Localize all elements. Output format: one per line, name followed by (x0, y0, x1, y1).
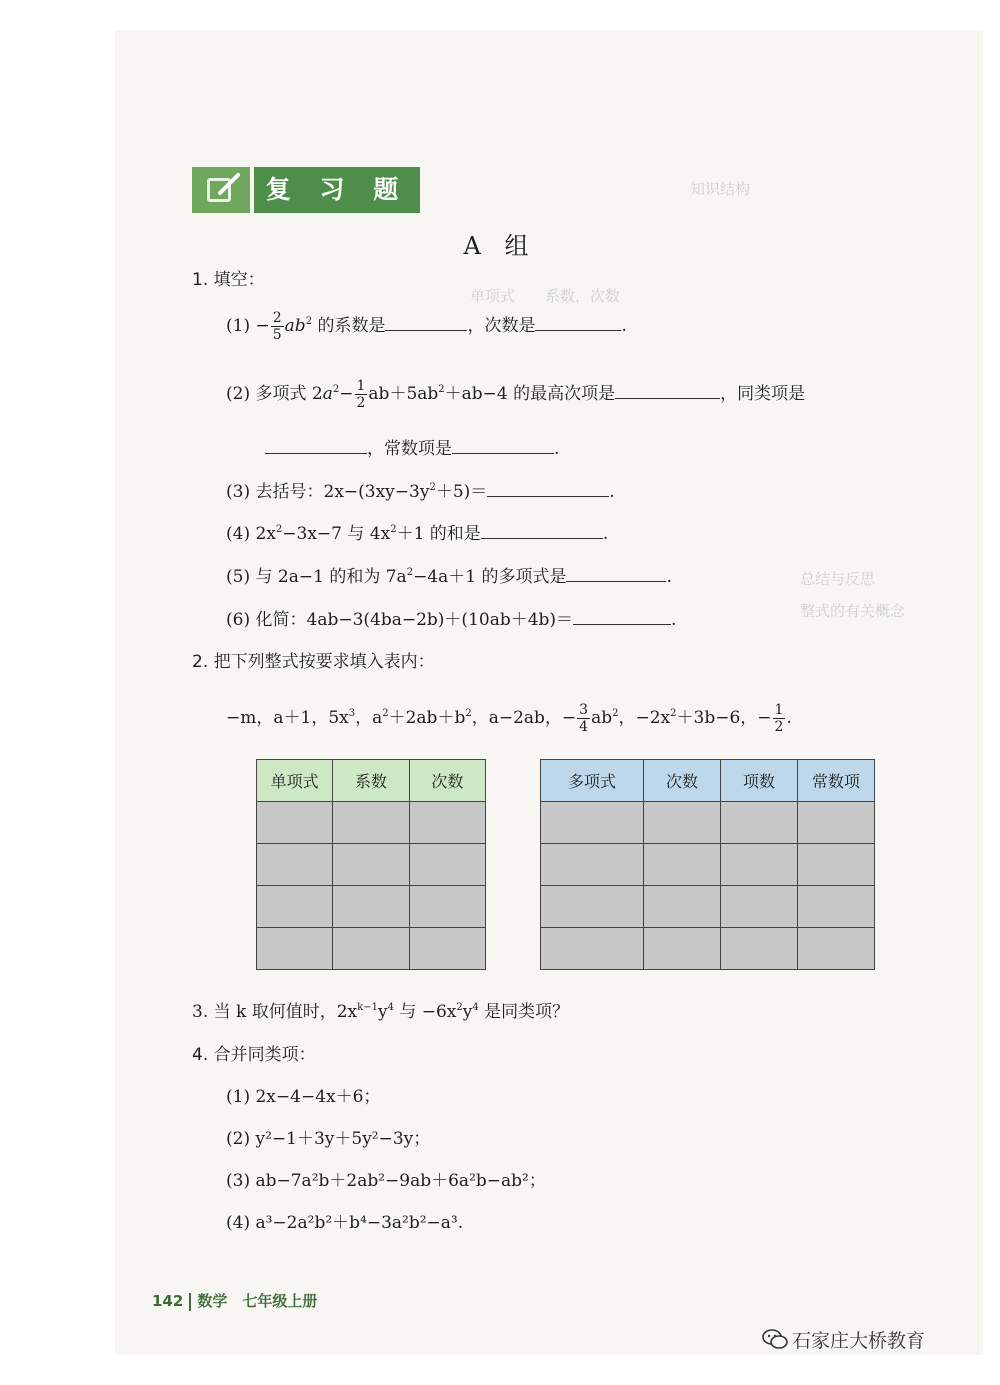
table-header-cell: 单项式 (257, 760, 333, 802)
table-row (541, 802, 875, 844)
question-4-item: (3) ab−7a²b＋2ab²−9ab＋6a²b−ab²； (226, 1171, 546, 1191)
section-header (192, 167, 420, 213)
table-row (257, 844, 486, 886)
question-1-part-3: (3) 去括号：$2x-(3xy-3y^2+5)=$ . (226, 478, 615, 504)
question-1-part-2: (2) 多项式 $2a^2-$ $\frac{1}{2}$ $ab+5ab^2+ab-4$ 的最高次项是 ，同类项是 (226, 378, 806, 411)
table-row (257, 928, 486, 970)
monomial-table (256, 759, 486, 970)
table-header-cell: 次数 (644, 760, 721, 802)
question-3: 3. 当 k 取何值时，$2x^{k-1}y^4$ 与 $-6x^2y^4$ 是同类项？ (192, 1002, 570, 1022)
question-2-label: 2. 把下列整式按要求填入表内： (192, 652, 435, 672)
question-1-part-5: (5) 与 2a−1 的和为 $7a^2-4a+1$ 的多项式是 . (226, 563, 672, 589)
table-row (541, 844, 875, 886)
table-row (257, 802, 486, 844)
question-4-item: (1) 2x−4−4x＋6； (226, 1087, 381, 1107)
polynomial-table (540, 759, 875, 970)
question-1-part-4: (4) $2x^2-3x-7$ 与 $4x^2+1$ 的和是 . (226, 520, 608, 546)
table-header-cell: 多项式 (541, 760, 644, 802)
question-1-label: 1. 填空： (192, 270, 265, 290)
book-title: 数学 七年级上册 (197, 1292, 318, 1310)
table-header-cell: 次数 (409, 760, 485, 802)
question-1-part-6: (6) 化简：4ab−3(4ba−2b)＋(10ab＋4b)＝ . (226, 606, 676, 632)
question-4-label: 4. 合并同类项： (192, 1045, 316, 1065)
footer-divider (189, 1293, 191, 1311)
table-row (541, 886, 875, 928)
table-header-cell: 项数 (721, 760, 798, 802)
question-1-part-2-cont: ，常数项是 . (265, 435, 559, 461)
wechat-icon (762, 1328, 788, 1355)
group-title: A 组 (463, 232, 537, 260)
table-header-cell: 常数项 (798, 760, 875, 802)
ghost-text: 单项式 (470, 287, 516, 305)
table-header-row (541, 760, 875, 802)
pencil-note-icon (192, 167, 250, 213)
table-row (541, 928, 875, 970)
question-4-item: (2) y²−1＋3y＋5y²−3y； (226, 1129, 431, 1149)
watermark (762, 1326, 925, 1355)
page-number: 142 (152, 1292, 184, 1310)
ghost-text: 系数，次数 (545, 287, 621, 305)
ghost-text: 整式的有关概念 (800, 602, 906, 620)
ghost-text: 知识结构 (690, 180, 751, 198)
watermark-text: 石家庄大桥教育 (792, 1330, 926, 1352)
table-row (257, 886, 486, 928)
table-header-cell: 系数 (333, 760, 409, 802)
question-4-item: (4) a³−2a²b²＋b⁴−3a²b²−a³. (226, 1213, 464, 1233)
question-2-expression-list: −m，a＋1，$5x^3$，$a^2+2ab+b^2$，a−2ab，− $\frac{3}{4}$ $ab^2$，$-2x^2+3b-6$，− $\frac{1}{2}$ . (226, 702, 792, 735)
section-title: 复 习 题 (254, 167, 420, 213)
question-1-part-1: (1) − $\frac{2}{5}$ $ab^2$ 的系数是 ，次数是 . (226, 310, 627, 343)
table-header-row (257, 760, 486, 802)
ghost-text: 总结与反思 (800, 570, 876, 588)
page-footer (152, 1290, 317, 1311)
